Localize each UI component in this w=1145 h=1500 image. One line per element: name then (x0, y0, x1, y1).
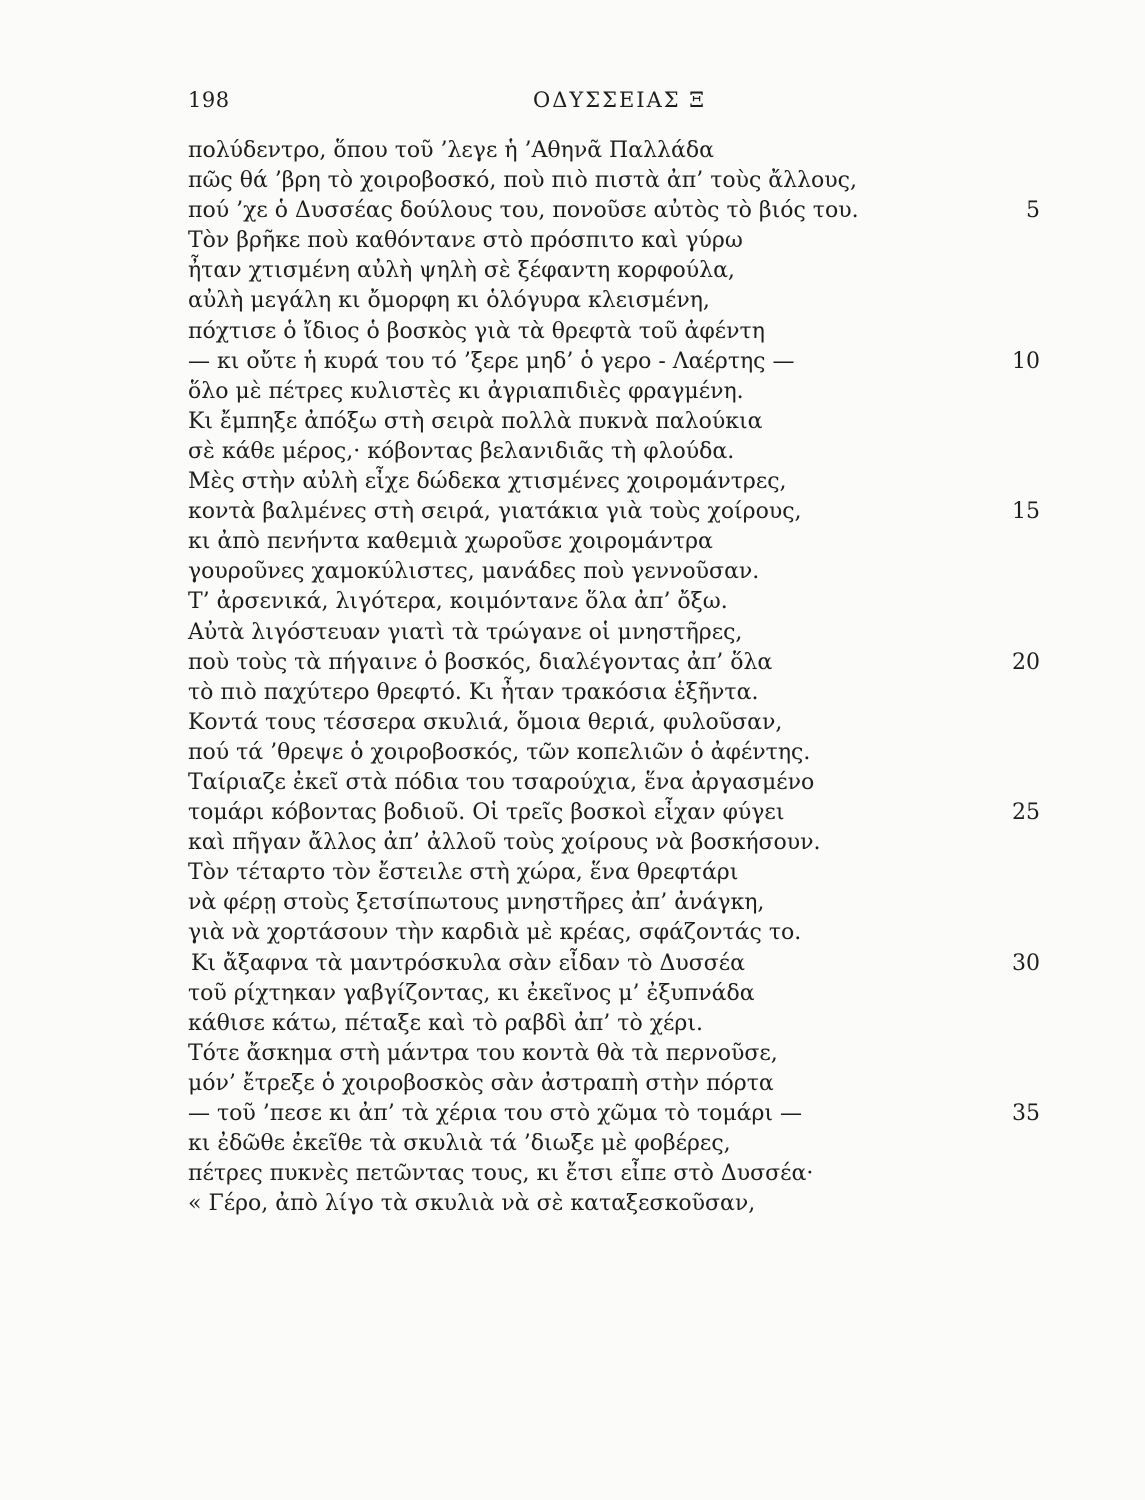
verse-text: Κι ἄξαφνα τὰ μαντρόσκυλα σὰν εἶδαν τὸ Δυσσέα (191, 950, 746, 976)
verse-text: πόχτισε ὁ ἴδιος ὁ βοσκὸς γιὰ τὰ θρεφτὰ τοῦ ἀφέντη (188, 318, 765, 344)
running-title: ΟΔΥΣΣΕΙΑΣ Ξ (533, 88, 707, 112)
verse-text: τοῦ ρίχτηκαν γαβγίζοντας, κι ἐκεῖνος μ’ ἐξυπνάδα (188, 980, 755, 1006)
poem-text (188, 136, 1040, 1219)
verse-text: ὅλο μὲ πέτρες κυλιστὲς κι ἀγριαπιδιὲς φραγμένη. (188, 378, 744, 404)
verse-line (188, 377, 1040, 407)
verse-line (188, 166, 1040, 196)
verse-text: Αὐτὰ λιγόστευαν γιατὶ τὰ τρώγανε οἱ μνηστῆρες, (188, 619, 743, 645)
verse-line (188, 286, 1040, 316)
line-number: 10 (1012, 348, 1040, 374)
verse-line (188, 678, 1040, 708)
line-number: 30 (1012, 950, 1040, 976)
verse-text: κι ἀπὸ πενήντα καθεμιὰ χωροῦσε χοιρομάντρα (188, 529, 713, 555)
line-number: 5 (1026, 198, 1040, 224)
verse-text: Κι ἔμπηξε ἀπόξω στὴ σειρὰ πολλὰ πυκνὰ παλούκια (188, 408, 763, 434)
verse-line (188, 949, 1040, 979)
verse-line (188, 1129, 1040, 1159)
verse-line (188, 407, 1040, 437)
verse-line (188, 648, 1040, 678)
verse-line (188, 226, 1040, 256)
verse-text: μόν’ ἔτρεξε ὁ χοιροβοσκὸς σὰν ἀστραπὴ στὴν πόρτα (188, 1070, 774, 1096)
verse-line (188, 618, 1040, 648)
verse-line (188, 1189, 1040, 1219)
verse-text: πού ’χε ὁ Δυσσέας δούλους του, πονοῦσε αὐτὸς τὸ βιός του. (188, 198, 859, 224)
verse-text: πού τά ’θρεψε ὁ χοιροβοσκός, τῶν κοπελιῶν ὁ ἀφέντης. (188, 739, 811, 765)
verse-text: κοντὰ βαλμένες στὴ σειρά, γιατάκια γιὰ τοὺς χοίρους, (188, 499, 802, 525)
page-header (188, 88, 1038, 122)
verse-line (188, 437, 1040, 467)
verse-text: γουροῦνες χαμοκύλιστες, μανάδες ποὺ γεννοῦσαν. (188, 559, 760, 585)
verse-line (188, 828, 1040, 858)
verse-text: Μὲς στὴν αὐλὴ εἶχε δώδεκα χτισμένες χοιρομάντρες, (188, 469, 787, 495)
verse-line (188, 1159, 1040, 1189)
verse-text: σὲ κάθε μέρος,· κόβοντας βελανιδιᾶς τὴ φλούδα. (188, 438, 735, 464)
verse-text: πῶς θά ’βρη τὸ χοιροβοσκό, ποὺ πιὸ πιστὰ ἀπ’ τοὺς ἄλλους, (188, 168, 857, 194)
verse-text: καὶ πῆγαν ἄλλος ἀπ’ ἀλλοῦ τοὺς χοίρους νὰ βοσκήσουν. (188, 830, 821, 856)
verse-line (188, 467, 1040, 497)
verse-line (188, 196, 1040, 226)
verse-text: ἦταν χτισμένη αὐλὴ ψηλὴ σὲ ξέφαντη κορφούλα, (188, 258, 735, 284)
verse-line (188, 1069, 1040, 1099)
verse-text: Τὸν τέταρτο τὸν ἔστειλε στὴ χώρα, ἕνα θρεφτάρι (188, 860, 739, 886)
verse-text: τὸ πιὸ παχύτερο θρεφτό. Κι ἦταν τρακόσια ἑξῆντα. (188, 679, 759, 705)
verse-text: γιὰ νὰ χορτάσουν τὴν καρδιὰ μὲ κρέας, σφάζοντάς το. (188, 920, 802, 946)
verse-text: ποὺ τοὺς τὰ πήγαινε ὁ βοσκός, διαλέγοντας ἀπ’ ὅλα (188, 649, 773, 675)
verse-text: κι ἐδῶθε ἐκεῖθε τὰ σκυλιὰ τά ’διωξε μὲ φοβέρες, (188, 1131, 731, 1157)
verse-line (188, 347, 1040, 377)
verse-line (188, 888, 1040, 918)
line-number: 20 (1012, 649, 1040, 675)
page-number: 198 (188, 88, 230, 112)
verse-line (188, 1099, 1040, 1129)
verse-text: Τὸν βρῆκε ποὺ καθόντανε στὸ πρόσπιτο καὶ γύρω (188, 228, 743, 254)
verse-text: Τότε ἄσκημα στὴ μάντρα του κοντὰ θὰ τὰ περνοῦσε, (188, 1040, 778, 1066)
verse-line (188, 587, 1040, 617)
verse-line (188, 1009, 1040, 1039)
verse-line (188, 708, 1040, 738)
line-number: 25 (1012, 800, 1040, 826)
verse-line (188, 858, 1040, 888)
verse-line (188, 738, 1040, 768)
verse-line (188, 979, 1040, 1009)
verse-line (188, 918, 1040, 948)
line-number: 15 (1012, 499, 1040, 525)
verse-text: « Γέρο, ἀπὸ λίγο τὰ σκυλιὰ νὰ σὲ καταξεσκοῦσαν, (188, 1191, 756, 1217)
verse-text: Τ’ ἀρσενικά, λιγότερα, κοιμόντανε ὅλα ἀπ’ ὄξω. (188, 589, 728, 615)
verse-text: αὐλὴ μεγάλη κι ὄμορφη κι ὁλόγυρα κλεισμένη, (188, 288, 710, 314)
verse-line (188, 527, 1040, 557)
verse-text: — κι οὔτε ἡ κυρά του τό ’ξερε μηδ’ ὁ γερο - Λαέρτης — (188, 348, 795, 374)
line-number: 35 (1012, 1101, 1040, 1126)
verse-line (188, 768, 1040, 798)
verse-text: πολύδεντρο, ὅπου τοῦ ’λεγε ἡ ’Αθηνᾶ Παλλάδα (188, 138, 714, 163)
verse-text: — τοῦ ’πεσε κι ἀπ’ τὰ χέρια του στὸ χῶμα τὸ τομάρι — (188, 1101, 803, 1126)
verse-line (188, 497, 1040, 527)
verse-text: τομάρι κόβοντας βοδιοῦ. Οἱ τρεῖς βοσκοὶ εἶχαν φύγει (188, 800, 785, 826)
verse-line (188, 317, 1040, 347)
verse-text: Ταίριαζε ἐκεῖ στὰ πόδια του τσαρούχια, ἕνα ἀργασμένο (188, 769, 815, 795)
verse-line (188, 1039, 1040, 1069)
verse-line (188, 798, 1040, 828)
verse-line (188, 557, 1040, 587)
verse-line (188, 256, 1040, 286)
verse-text: Κοντά τους τέσσερα σκυλιά, ὅμοια θεριά, φυλοῦσαν, (188, 709, 783, 735)
verse-text: κάθισε κάτω, πέταξε καὶ τὸ ραβδὶ ἀπ’ τὸ χέρι. (188, 1010, 703, 1036)
verse-text: πέτρες πυκνὲς πετῶντας τους, κι ἔτσι εἶπε στὸ Δυσσέα· (188, 1161, 814, 1187)
verse-text: νὰ φέρῃ στοὺς ξετσίπωτους μνηστῆρες ἀπ’ ἀνάγκη, (188, 890, 765, 916)
verse-line (188, 136, 1040, 166)
